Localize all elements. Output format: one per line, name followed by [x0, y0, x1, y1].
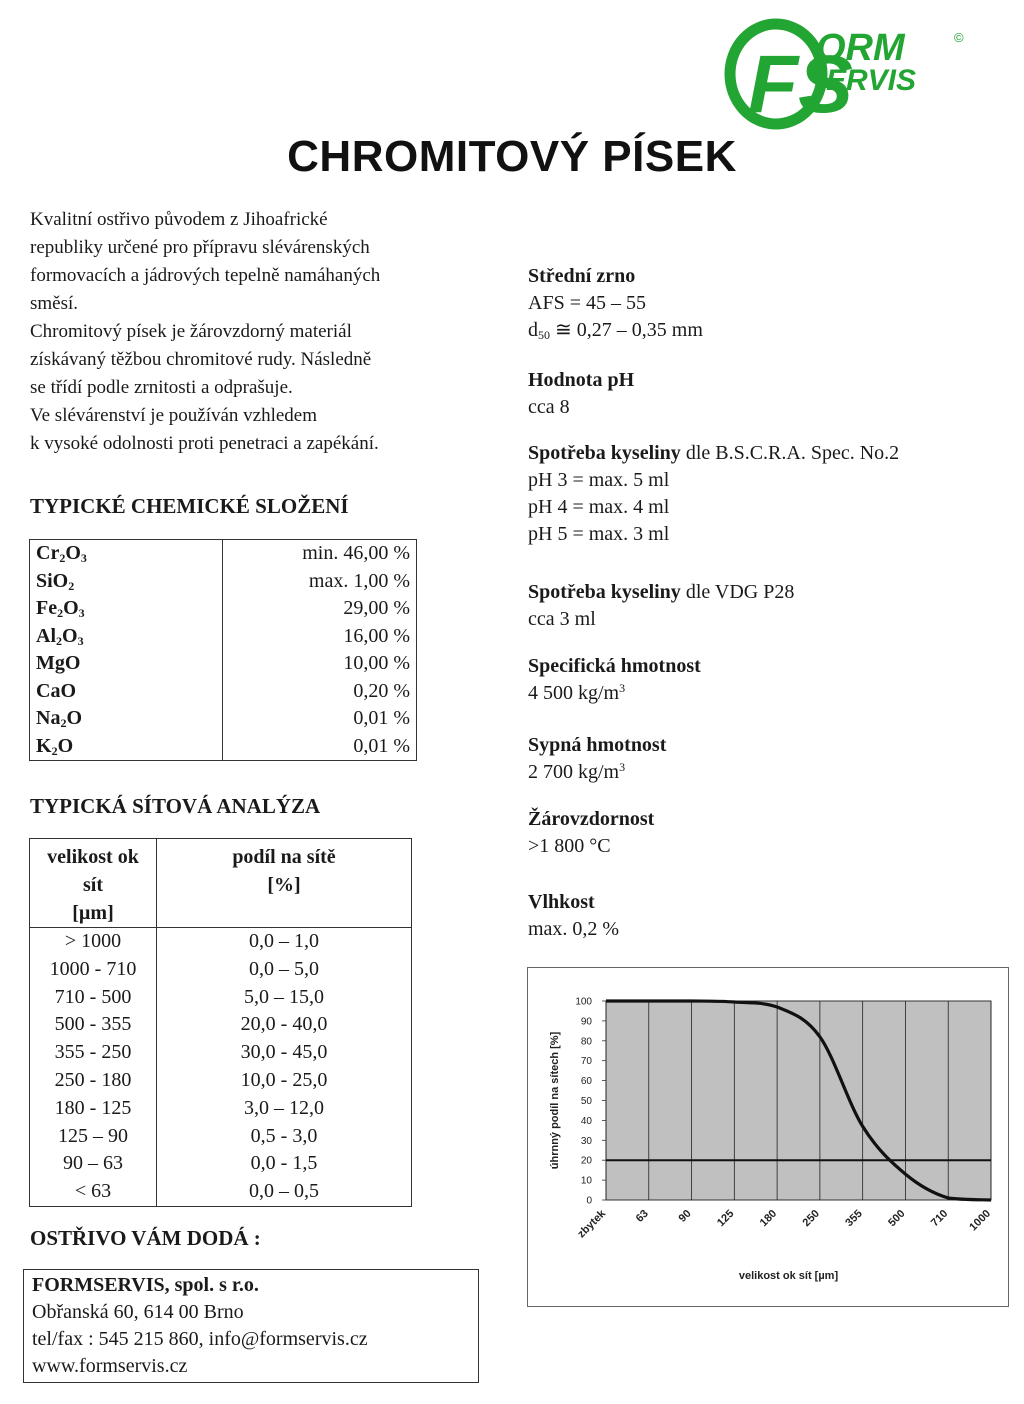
x-tick-label: 180: [757, 1207, 780, 1230]
y-tick-label: 70: [580, 1056, 592, 1068]
intro-line: Ve slévárenství je používán vzhledem: [30, 405, 318, 426]
chemical-value: 10,00 %: [343, 652, 410, 674]
sieve-share: 30,0 - 45,0: [240, 1041, 328, 1064]
sieve-size: < 63: [30, 1178, 157, 1206]
sieve-size: 500 - 355: [30, 1011, 157, 1039]
grain-afs: AFS = 45 – 55: [528, 292, 646, 314]
x-tick-label: 63: [633, 1207, 651, 1225]
density-label: Specifická hmotnost: [528, 655, 701, 677]
table-row: [30, 1095, 412, 1123]
x-tick-label: 710: [928, 1207, 951, 1230]
y-tick-label: 60: [580, 1076, 592, 1088]
chemical-value: 0,20 %: [353, 679, 410, 702]
sieve-share: 3,0 – 12,0: [244, 1096, 324, 1119]
supplier-address: Obřanská 60, 614 00 Brno: [32, 1301, 244, 1323]
sieve-size: 1000 - 710: [30, 956, 157, 984]
chemical-table: [29, 539, 417, 761]
chemical-formula: $Al_2O_3$: [30, 623, 223, 651]
supplier-box: [23, 1269, 479, 1383]
y-tick-label: 50: [580, 1096, 592, 1107]
sieve-size: > 1000: [30, 928, 157, 956]
chemical-value: min. 46,00 %: [302, 542, 410, 564]
chemical-formula: $K_2O$: [30, 733, 223, 761]
chemical-value: 16,00 %: [343, 624, 410, 647]
sieve-share: 0,0 - 1,5: [250, 1152, 318, 1175]
density-value: 4 500 $kg/m^3$: [528, 681, 626, 704]
acid-value: cca 3 ml: [528, 608, 596, 630]
formservis-logo: [718, 14, 978, 132]
plot-area: [606, 1001, 991, 1200]
chart-svg: [528, 968, 1008, 1306]
ph-value: cca 8: [528, 396, 570, 418]
chemical-value: 29,00 %: [343, 597, 410, 619]
x-tick-label: 90: [676, 1207, 694, 1225]
moisture-label: Vlhkost: [528, 891, 595, 913]
logo-text-top: ORM: [816, 27, 905, 69]
table-row: [30, 1011, 412, 1039]
sieve-chart: [527, 967, 1009, 1307]
table-row: [30, 1123, 412, 1151]
supplier-web-link[interactable]: www.formservis.cz: [32, 1355, 188, 1377]
table-row: [30, 705, 417, 733]
refractoriness-property: [528, 806, 654, 860]
acid-value: pH 3 = max. 5 ml: [528, 469, 670, 491]
sieve-heading: TYPICKÁ SÍTOVÁ ANALÝZA: [30, 794, 321, 818]
intro-text: [30, 206, 500, 458]
intro-line: k vysoké odolnosti proti penetraci a zapékání.: [30, 433, 379, 454]
grain-d50: $d_{50}$ ≅ 0,27 – 0,35 mm: [528, 319, 703, 342]
sieve-size: 355 - 250: [30, 1039, 157, 1067]
x-tick-label: 125: [714, 1207, 737, 1230]
sieve-size: 180 - 125: [30, 1095, 157, 1123]
bulk-density-value: 2 700 $kg/m^3$: [528, 760, 626, 783]
y-tick-label: 10: [580, 1175, 592, 1187]
y-tick-label: 30: [580, 1135, 592, 1147]
density-property: [528, 653, 701, 707]
table-row: [30, 678, 417, 706]
intro-line: republiky určené pro přípravu slévárenských: [30, 237, 370, 258]
table-row: [30, 623, 417, 651]
ph-property: [528, 367, 634, 421]
table-header-row: [30, 839, 412, 928]
chemical-value: max. 1,00 %: [308, 569, 410, 592]
intro-line: směsí.: [30, 293, 79, 314]
refractoriness-value: >1 800 °C: [528, 835, 611, 857]
table-row: [30, 540, 417, 568]
table-row: [30, 595, 417, 623]
chemical-value: 0,01 %: [353, 734, 410, 757]
chemical-value: 0,01 %: [353, 707, 410, 729]
table-row: [30, 1150, 412, 1178]
y-tick-label: 0: [586, 1195, 592, 1207]
table-row: [30, 1067, 412, 1095]
sieve-size: 90 – 63: [30, 1150, 157, 1178]
supplier-contact[interactable]: tel/fax : 545 215 860, info@formservis.cz: [32, 1328, 368, 1350]
sieve-share: 20,0 - 40,0: [240, 1013, 328, 1036]
bulk-density-property: [528, 732, 666, 786]
acid-standard: dle B.S.C.R.A. Spec. No.2: [680, 442, 900, 464]
chemical-formula: CaO: [30, 678, 223, 706]
chemical-formula: $Fe_2O_3$: [30, 595, 223, 623]
chemical-formula: MgO: [30, 650, 223, 678]
bulk-density-label: Sypná hmotnost: [528, 734, 667, 756]
intro-line: formovacích a jádrových tepelně namáhaných: [30, 265, 381, 286]
acid-consumption-vdg: [528, 579, 794, 633]
moisture-property: [528, 889, 619, 943]
refractoriness-label: Žárovzdornost: [528, 808, 655, 830]
acid-label: Spotřeba kyseliny: [528, 442, 681, 464]
intro-line: Chromitový písek je žárovzdorný materiál: [30, 321, 352, 342]
sieve-share: 0,0 – 5,0: [249, 957, 319, 980]
sieve-size: 710 - 500: [30, 984, 157, 1012]
acid-label: Spotřeba kyseliny: [528, 581, 681, 603]
table-row: [30, 928, 412, 956]
x-tick-label: 500: [886, 1207, 908, 1230]
grain-label: Střední zrno: [528, 265, 636, 287]
y-axis-label: úhrnný podíl na sítech [%]: [549, 1031, 561, 1170]
intro-line: se třídí podle zrnitosti a odprašuje.: [30, 377, 293, 398]
y-tick-label: 40: [580, 1115, 592, 1127]
acid-value: pH 4 = max. 4 ml: [528, 496, 670, 518]
sieve-share-header: podíl na sítě [%]: [157, 839, 412, 928]
chemical-formula: $Na_2O$: [30, 705, 223, 733]
table-row: [30, 568, 417, 596]
table-row: [30, 956, 412, 984]
y-tick-label: 100: [575, 996, 592, 1008]
moisture-value: max. 0,2 %: [528, 918, 620, 940]
chemical-formula: SiO$_2$: [30, 568, 223, 596]
sieve-share: 0,0 – 0,5: [249, 1180, 319, 1203]
chemical-heading: TYPICKÉ CHEMICKÉ SLOŽENÍ: [30, 494, 349, 518]
sieve-share: 0,0 – 1,0: [249, 930, 319, 952]
acid-standard: dle VDG P28: [680, 581, 795, 603]
intro-line: získávaný těžbou chromitové rudy. Následně: [30, 349, 372, 370]
sieve-size: 250 - 180: [30, 1067, 157, 1095]
sieve-size: 125 – 90: [30, 1123, 157, 1151]
sieve-table: [29, 838, 412, 1207]
y-tick-label: 90: [580, 1016, 592, 1028]
supplier-heading: OSTŘIVO VÁM DODÁ :: [30, 1226, 261, 1250]
x-tick-label: 250: [800, 1207, 823, 1230]
x-tick-label: 1000: [967, 1207, 994, 1234]
logo-text-bottom: ERVIS: [826, 64, 917, 97]
page-title: CHROMITOVÝ PÍSEK: [287, 132, 737, 181]
x-axis-label: velikost ok sít [µm]: [738, 1270, 839, 1282]
copyright-symbol: ©: [954, 30, 964, 45]
grain-property: [528, 263, 703, 344]
acid-consumption-bscra: [528, 440, 899, 548]
x-tick-label: 355: [843, 1207, 865, 1230]
sieve-share: 0,5 - 3,0: [250, 1124, 318, 1147]
table-row: [30, 733, 417, 761]
chemical-formula: $Cr_2O_3$: [30, 540, 223, 568]
table-row: [30, 650, 417, 678]
table-row: [30, 984, 412, 1012]
ph-label: Hodnota pH: [528, 369, 635, 391]
table-row: [30, 1178, 412, 1206]
y-tick-label: 20: [580, 1155, 592, 1167]
intro-line: Kvalitní ostřivo původem z Jihoafrické: [30, 209, 328, 230]
sieve-size-header: velikost ok sít [µm]: [30, 839, 157, 928]
y-tick-label: 80: [580, 1036, 592, 1048]
x-tick-label: zbytek: [575, 1207, 609, 1241]
sieve-share: 10,0 - 25,0: [240, 1068, 328, 1091]
sieve-share: 5,0 – 15,0: [244, 985, 324, 1008]
table-row: [30, 1039, 412, 1067]
logo-mark: FS: [748, 39, 853, 130]
supplier-company: FORMSERVIS, spol. s r.o.: [32, 1274, 259, 1296]
acid-value: pH 5 = max. 3 ml: [528, 523, 670, 545]
